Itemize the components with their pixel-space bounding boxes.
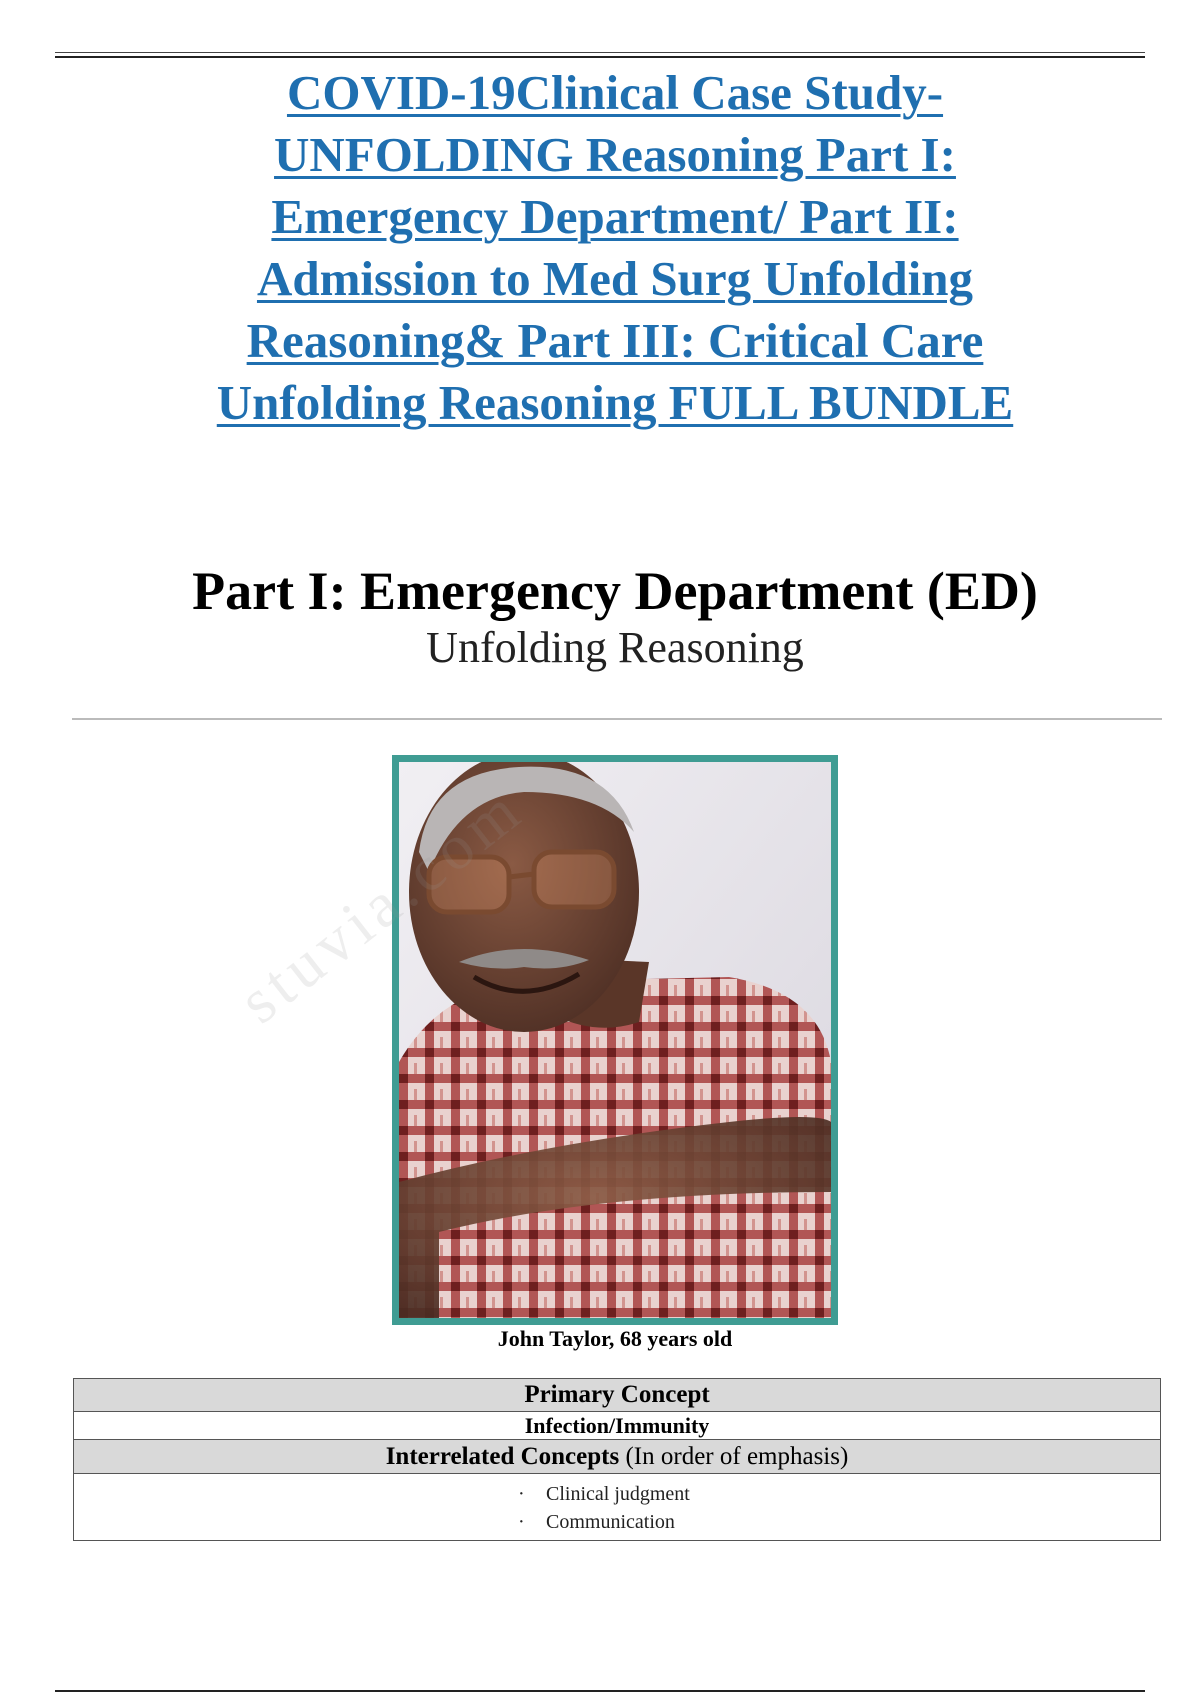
title-line[interactable]: Reasoning& Part III: Critical Care [246,313,984,368]
footer-rule [55,1690,1145,1692]
title-line[interactable]: Emergency Department/ Part II: [271,189,959,244]
watermark-text: stuvia.com [225,772,537,1037]
interrelated-note: (In order of emphasis) [625,1443,849,1470]
interrelated-concepts-list [74,1480,1160,1536]
patient-caption: John Taylor, 68 years old [497,1326,733,1351]
table-row [74,1440,1161,1474]
title-line[interactable]: UNFOLDING Reasoning Part I: [274,127,956,182]
primary-concept-value: Infection/Immunity [74,1412,1161,1440]
title-line[interactable]: COVID-19Clinical Case Study- [286,65,944,120]
section-heading: Part I: Emergency Department (ED) [192,561,1038,621]
primary-concept-header: Primary Concept [74,1379,1161,1412]
document-title-link[interactable] [150,62,1080,434]
section-subheading: Unfolding Reasoning [426,623,804,672]
list-item: · Communication [518,1508,1160,1536]
patient-photo [392,755,838,1325]
concepts-table [73,1378,1161,1541]
header-rule [55,52,1145,53]
table-row [74,1379,1161,1412]
table-row [74,1412,1161,1440]
table-row [74,1474,1161,1541]
interrelated-concepts-header [74,1440,1161,1474]
title-line[interactable]: Unfolding Reasoning FULL BUNDLE [216,375,1014,430]
header-rule-thick [55,56,1145,58]
interrelated-title: Interrelated Concepts [385,1443,620,1470]
list-item: · Clinical judgment [518,1480,1160,1508]
portrait-photo [399,762,831,1318]
interrelated-concepts-cell [74,1474,1161,1541]
title-line[interactable]: Admission to Med Surg Unfolding [256,251,974,306]
section-divider [72,718,1162,720]
